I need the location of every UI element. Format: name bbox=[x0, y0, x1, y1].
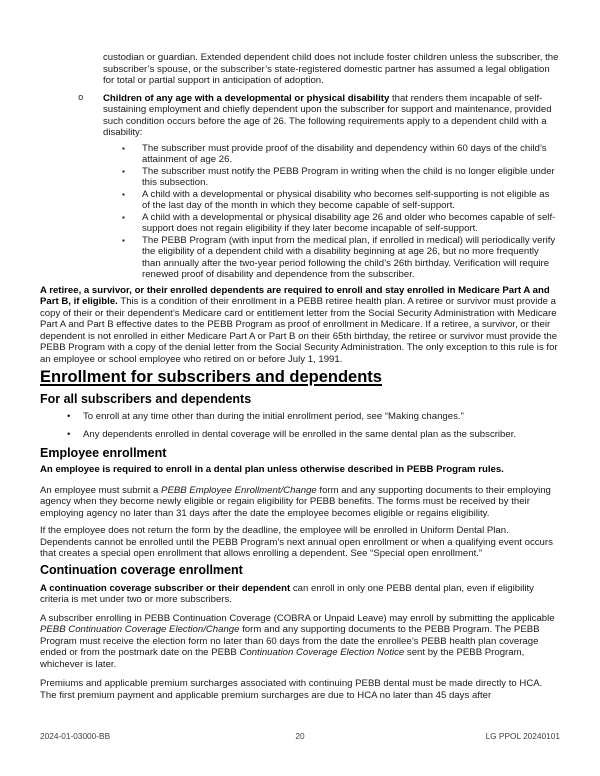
bullet-circle-icon: o bbox=[78, 92, 84, 103]
continuation-subscriber-paragraph bbox=[40, 583, 560, 606]
continuation-subscriber-bold: A continuation coverage subscriber or their dependent bbox=[40, 582, 291, 594]
bullet-dot-icon: • bbox=[67, 428, 71, 440]
bullet-text: Any dependents enrolled in dental coverage will be enrolled in the same dental plan as the subscriber. bbox=[83, 428, 517, 440]
bullet-dependents-same-plan bbox=[40, 429, 560, 441]
requirement-text: The subscriber must provide proof of the disability and dependency within 60 days of the child’s attainment of age 26. bbox=[142, 142, 547, 165]
retiree-medicare-bold: A retiree, a survivor, or their enrolled dependents are required to enroll and stay enrolled in Medicare Part A and Part B, if eligible. bbox=[40, 284, 550, 307]
bullet-initial-enrollment bbox=[40, 411, 560, 423]
requirement-text: A child with a developmental or physical disability who becomes self-supporting is not eligible as of the last day of the month in which they become capable of self-support. bbox=[142, 188, 550, 211]
extended-dependent-continuation-paragraph: custodian or guardian. Extended dependent child does not include foster children unless the subscriber, the subscriber’s spouse, or the subscriber’s state-registered domestic partner has assumed a legal obligation for total or partial support in anticipation of adoption. bbox=[103, 52, 559, 86]
subheading-for-all-subscribers: For all subscribers and dependents bbox=[40, 392, 252, 406]
requirement-item-no-regain bbox=[40, 212, 560, 235]
disability-bullet-bold: Children of any age with a developmental or physical disability bbox=[103, 92, 390, 104]
employee-submit-run2: form and any supporting documents to their employing agency when they become newly eligible or regain eligibility for PEBB benefits. The forms must be received by their employing agency no later than 31 days after the date the employee becomes eligible or regains eligibility. bbox=[40, 484, 551, 519]
bullet-square-icon: ▪ bbox=[122, 143, 125, 153]
page-footer bbox=[40, 731, 560, 741]
requirement-text: The PEBB Program (with input from the medical plan, if enrolled in medical) will periodically verify the eligibility of a dependent child with a disability beginning at age 26, but no more frequently than annually after the two-year period following the child’s 26th birthday. Verification will require renewed proof of disability and dependence from the subscriber. bbox=[142, 234, 556, 280]
bullet-square-icon: ▪ bbox=[122, 212, 125, 222]
election-run2: form and any supporting documents to the PEBB Program. The PEBB Program must receive the election form no later than 60 days from the date the enrollee’s PEBB health plan coverage ended or from the postmark date on the PEBB bbox=[40, 624, 540, 658]
continuation-election-paragraph bbox=[40, 613, 560, 671]
requirement-text: A child with a developmental or physical disability age 26 and older who becomes capable of self-support does not regain eligibility if they later become incapable of self-support. bbox=[142, 211, 556, 234]
employee-deadline-paragraph: If the employee does not return the form by the deadline, the employee will be enrolled in Uniform Dental Plan. Dependents cannot be enrolled until the PEBB Program’s next annual open enrollment or when a qualifying event occurs that creates a special open enrollment that allows enrolling a dependent. See “Special open enrollment.” bbox=[40, 525, 553, 559]
page-content bbox=[40, 52, 560, 701]
disability-requirements-list bbox=[40, 143, 560, 281]
requirement-item-verification bbox=[40, 235, 560, 281]
section-heading-enrollment: Enrollment for subscribers and dependents bbox=[40, 368, 382, 386]
continuation-subscriber-rest: can enroll in only one PEBB dental plan, even if eligibility criteria is met under two or more subscribers. bbox=[40, 582, 534, 605]
bullet-text: To enroll at any time other than during the initial enrollment period, see “Making changes.” bbox=[83, 411, 464, 422]
employee-submit-run1: An employee must submit a bbox=[40, 484, 162, 496]
election-notice-name-italic: Continuation Coverage Election Notice bbox=[239, 647, 405, 658]
disability-bullet-rest: that renders them incapable of self-sustaining employment and chiefly dependent upon the subscriber for support and maintenance, provided such condition occurs before the age of 26. The following requirements apply to a dependent child with a disability: bbox=[103, 92, 552, 138]
retiree-medicare-paragraph bbox=[40, 285, 560, 366]
election-form-name-italic: PEBB Continuation Coverage Election/Change bbox=[40, 624, 240, 635]
election-run1: A subscriber enrolling in PEBB Continuation Coverage (COBRA or Unpaid Leave) may enroll by submitting the applicable bbox=[40, 612, 555, 624]
requirement-item-proof bbox=[40, 143, 560, 166]
subheading-continuation-coverage: Continuation coverage enrollment bbox=[40, 562, 243, 577]
disability-bullet-item bbox=[40, 93, 560, 139]
disability-bullet-text bbox=[103, 93, 560, 139]
employee-submit-paragraph bbox=[40, 485, 560, 520]
footer-page-number: 20 bbox=[295, 731, 305, 741]
requirement-text: The subscriber must notify the PEBB Program in writing when the child is no longer eligible under this subsection. bbox=[142, 165, 555, 188]
employee-form-name-italic: PEBB Employee Enrollment/Change bbox=[161, 484, 317, 496]
bullet-square-icon: ▪ bbox=[122, 166, 125, 176]
bullet-dot-icon: • bbox=[67, 411, 71, 422]
employee-required-paragraph: An employee is required to enroll in a dental plan unless otherwise described in PEBB Program rules. bbox=[40, 464, 504, 475]
requirement-item-self-supporting bbox=[40, 189, 560, 212]
footer-doc-number: 2024-01-03000-BB bbox=[40, 731, 111, 741]
retiree-medicare-rest: This is a condition of their enrollment in a PEBB retiree health plan. A retiree or survivor must provide a copy of their or their dependent’s Medicare card or entitlement letter from the Social Security Administration with Medicare Part A and Part B effective dates to the PEBB Program as proof of enrollment in Medicare. If a retiree, a survivor, or their dependent is not enrolled in either Medicare Part A or Part B on their 65th birthday, the retiree or survivor must provide the PEBB Program with a copy of the denial letter from the Social Security Administration. The only exception to this rule is for an employee or school employee who retired on or before July 1, 1991. bbox=[40, 296, 558, 365]
premiums-paragraph: Premiums and applicable premium surcharges associated with continuing PEBB dental must be made directly to HCA. The first premium payment and applicable premium surcharges are due to HCA no later than 45 days after bbox=[40, 678, 543, 701]
bullet-square-icon: ▪ bbox=[122, 235, 125, 245]
subheading-employee-enrollment: Employee enrollment bbox=[40, 446, 167, 460]
requirement-item-notify bbox=[40, 166, 560, 189]
election-run3: sent by the PEBB Program, whichever is later. bbox=[40, 647, 525, 670]
bullet-square-icon: ▪ bbox=[122, 189, 125, 199]
footer-doc-code: LG PPOL 20240101 bbox=[485, 731, 560, 741]
